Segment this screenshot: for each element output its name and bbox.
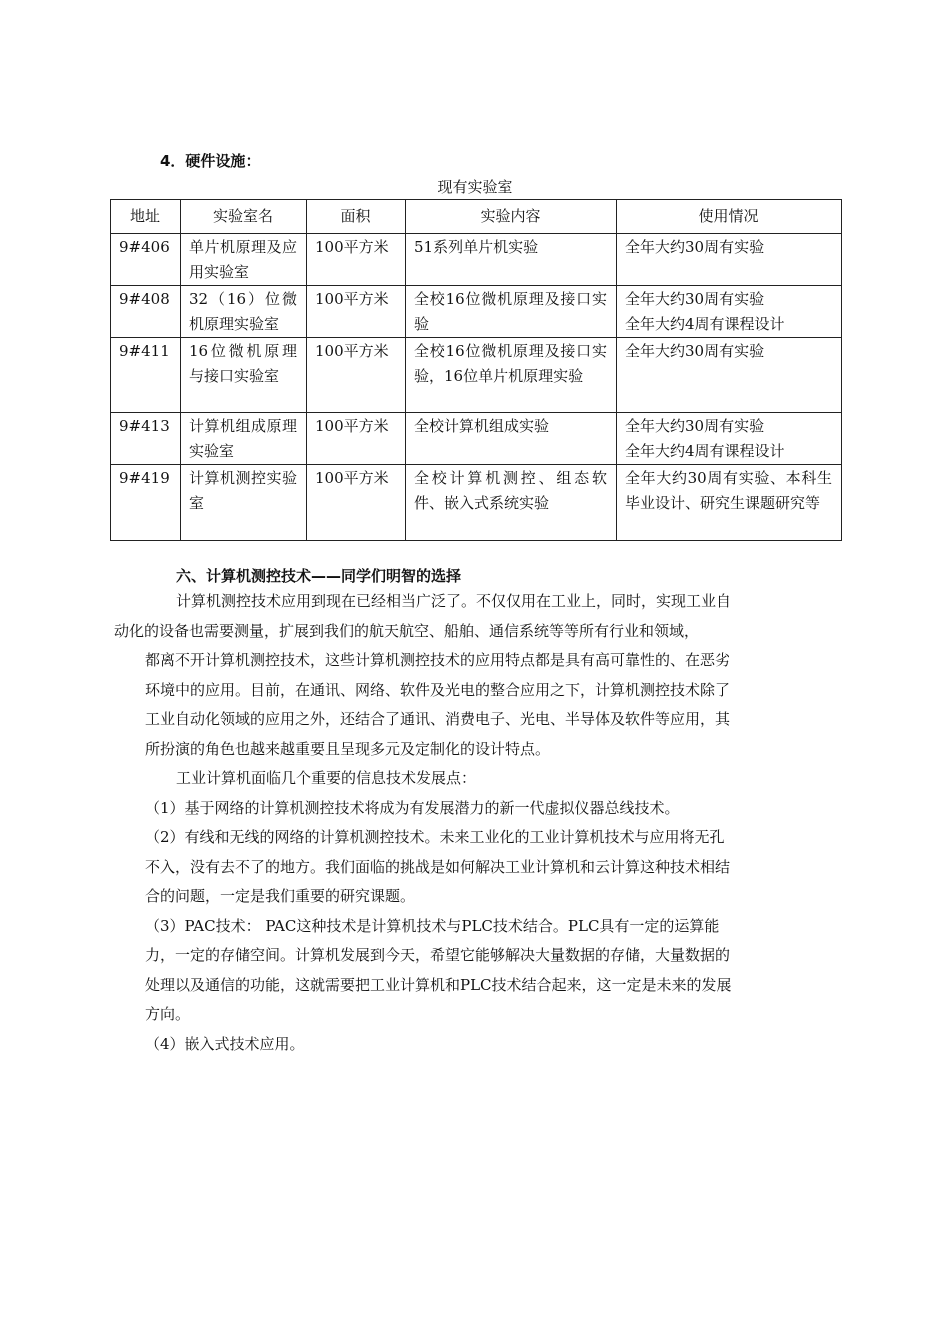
cell-lab-name: 计算机组成原理实验室 — [181, 413, 307, 465]
usage-line: 全年大约4周有课程设计 — [625, 315, 785, 333]
table-row — [111, 234, 842, 286]
cell-usage — [617, 286, 842, 338]
list-item-2 — [145, 823, 809, 912]
text-line: 合的问题，一定是我们重要的研究课题。 — [145, 887, 416, 905]
paragraph-intro — [114, 587, 809, 764]
cell-lab-name: 32（16）位微机原理实验室 — [181, 286, 307, 338]
cell-usage — [617, 338, 842, 413]
usage-line: 全年大约4周有课程设计 — [625, 442, 785, 460]
cell-usage — [617, 234, 842, 286]
table-row — [111, 338, 842, 413]
table-header-row — [111, 200, 842, 234]
text-line: （2）有线和无线的网络的计算机测控技术。未来工业化的工业计算机技术与应用将无孔 — [145, 828, 725, 846]
cell-content: 全校16位微机原理及接口实验 — [406, 286, 617, 338]
header-usage: 使用情况 — [617, 200, 842, 234]
hardware-heading: 4．硬件设施： — [160, 152, 261, 170]
cell-address: 9#406 — [111, 234, 181, 286]
usage-line: 全年大约30周有实验 — [625, 417, 765, 435]
cell-lab-name: 计算机测控实验室 — [181, 465, 307, 541]
cell-address: 9#419 — [111, 465, 181, 541]
text-line: 力，一定的存储空间。计算机发展到今天，希望它能够解决大量数据的存储，大量数据的 — [145, 946, 731, 964]
text-line: 所扮演的角色也越来越重要且呈现多元及定制化的设计特点。 — [145, 739, 551, 758]
cell-area: 100平方米 — [307, 286, 406, 338]
list-item-3 — [145, 912, 809, 1030]
cell-area: 100平方米 — [307, 465, 406, 541]
cell-content: 全校计算机组成实验 — [406, 413, 617, 465]
section-title: 六、计算机测控技术——同学们明智的选择 — [176, 567, 462, 585]
header-lab-name: 实验室名 — [181, 200, 307, 234]
table-row — [111, 286, 842, 338]
cell-address: 9#411 — [111, 338, 181, 413]
cell-address: 9#408 — [111, 286, 181, 338]
text-line: 都离不开计算机测控技术，这些计算机测控技术的应用特点都是具有高可靠性的、在恶劣 — [145, 651, 731, 669]
paragraph-development-points: 工业计算机面临几个重要的信息技术发展点： — [176, 769, 477, 787]
text-line: 计算机测控技术应用到现在已经相当广泛了。不仅仅用在工业上，同时，实现工业自 — [176, 592, 732, 610]
section-body — [114, 587, 809, 1059]
usage-line: 全年大约30周有实验 — [625, 238, 765, 256]
table-caption: 现有实验室 — [437, 178, 513, 196]
usage-line: 全年大约30周有实验 — [625, 290, 765, 308]
header-content: 实验内容 — [406, 200, 617, 234]
text-line: 方向。 — [145, 1005, 191, 1023]
cell-lab-name: 单片机原理及应用实验室 — [181, 234, 307, 286]
header-address: 地址 — [111, 200, 181, 234]
cell-content: 全校计算机测控、组态软件、嵌入式系统实验 — [406, 465, 617, 541]
cell-address: 9#413 — [111, 413, 181, 465]
text-line: （3）PAC技术： PAC这种技术是计算机技术与PLC技术结合。PLC具有一定的运算能 — [145, 916, 720, 935]
cell-area: 100平方米 — [307, 413, 406, 465]
cell-area: 100平方米 — [307, 234, 406, 286]
table-row — [111, 465, 842, 541]
usage-line: 全年大约30周有实验、本科生毕业设计、研究生课题研究等 — [625, 469, 832, 512]
text-line: 动化的设备也需要测量，扩展到我们的航天航空、船舶、通信系统等等所有行业和领域， — [114, 621, 700, 640]
text-line: 处理以及通信的功能，这就需要把工业计算机和PLC技术结合起来，这一定是未来的发展 — [145, 975, 732, 994]
cell-content: 51系列单片机实验 — [406, 234, 617, 286]
usage-line: 全年大约30周有实验 — [625, 342, 765, 360]
table-row — [111, 413, 842, 465]
header-area: 面积 — [307, 200, 406, 234]
cell-content: 全校16位微机原理及接口实验，16位单片机原理实验 — [406, 338, 617, 413]
list-item-4: （4）嵌入式技术应用。 — [145, 1034, 305, 1053]
cell-usage — [617, 465, 842, 541]
cell-area: 100平方米 — [307, 338, 406, 413]
text-line: 工业自动化领域的应用之外，还结合了通讯、消费电子、光电、半导体及软件等应用，其 — [145, 710, 731, 728]
cell-usage — [617, 413, 842, 465]
text-line: 环境中的应用。目前，在通讯、网络、软件及光电的整合应用之下，计算机测控技术除了 — [145, 680, 731, 699]
text-line: 不入，没有去不了的地方。我们面临的挑战是如何解决工业计算机和云计算这种技术相结 — [145, 857, 731, 876]
cell-lab-name: 16位微机原理与接口实验室 — [181, 338, 307, 413]
list-item-1: （1）基于网络的计算机测控技术将成为有发展潜力的新一代虚拟仪器总线技术。 — [145, 798, 680, 817]
labs-table — [110, 199, 842, 541]
